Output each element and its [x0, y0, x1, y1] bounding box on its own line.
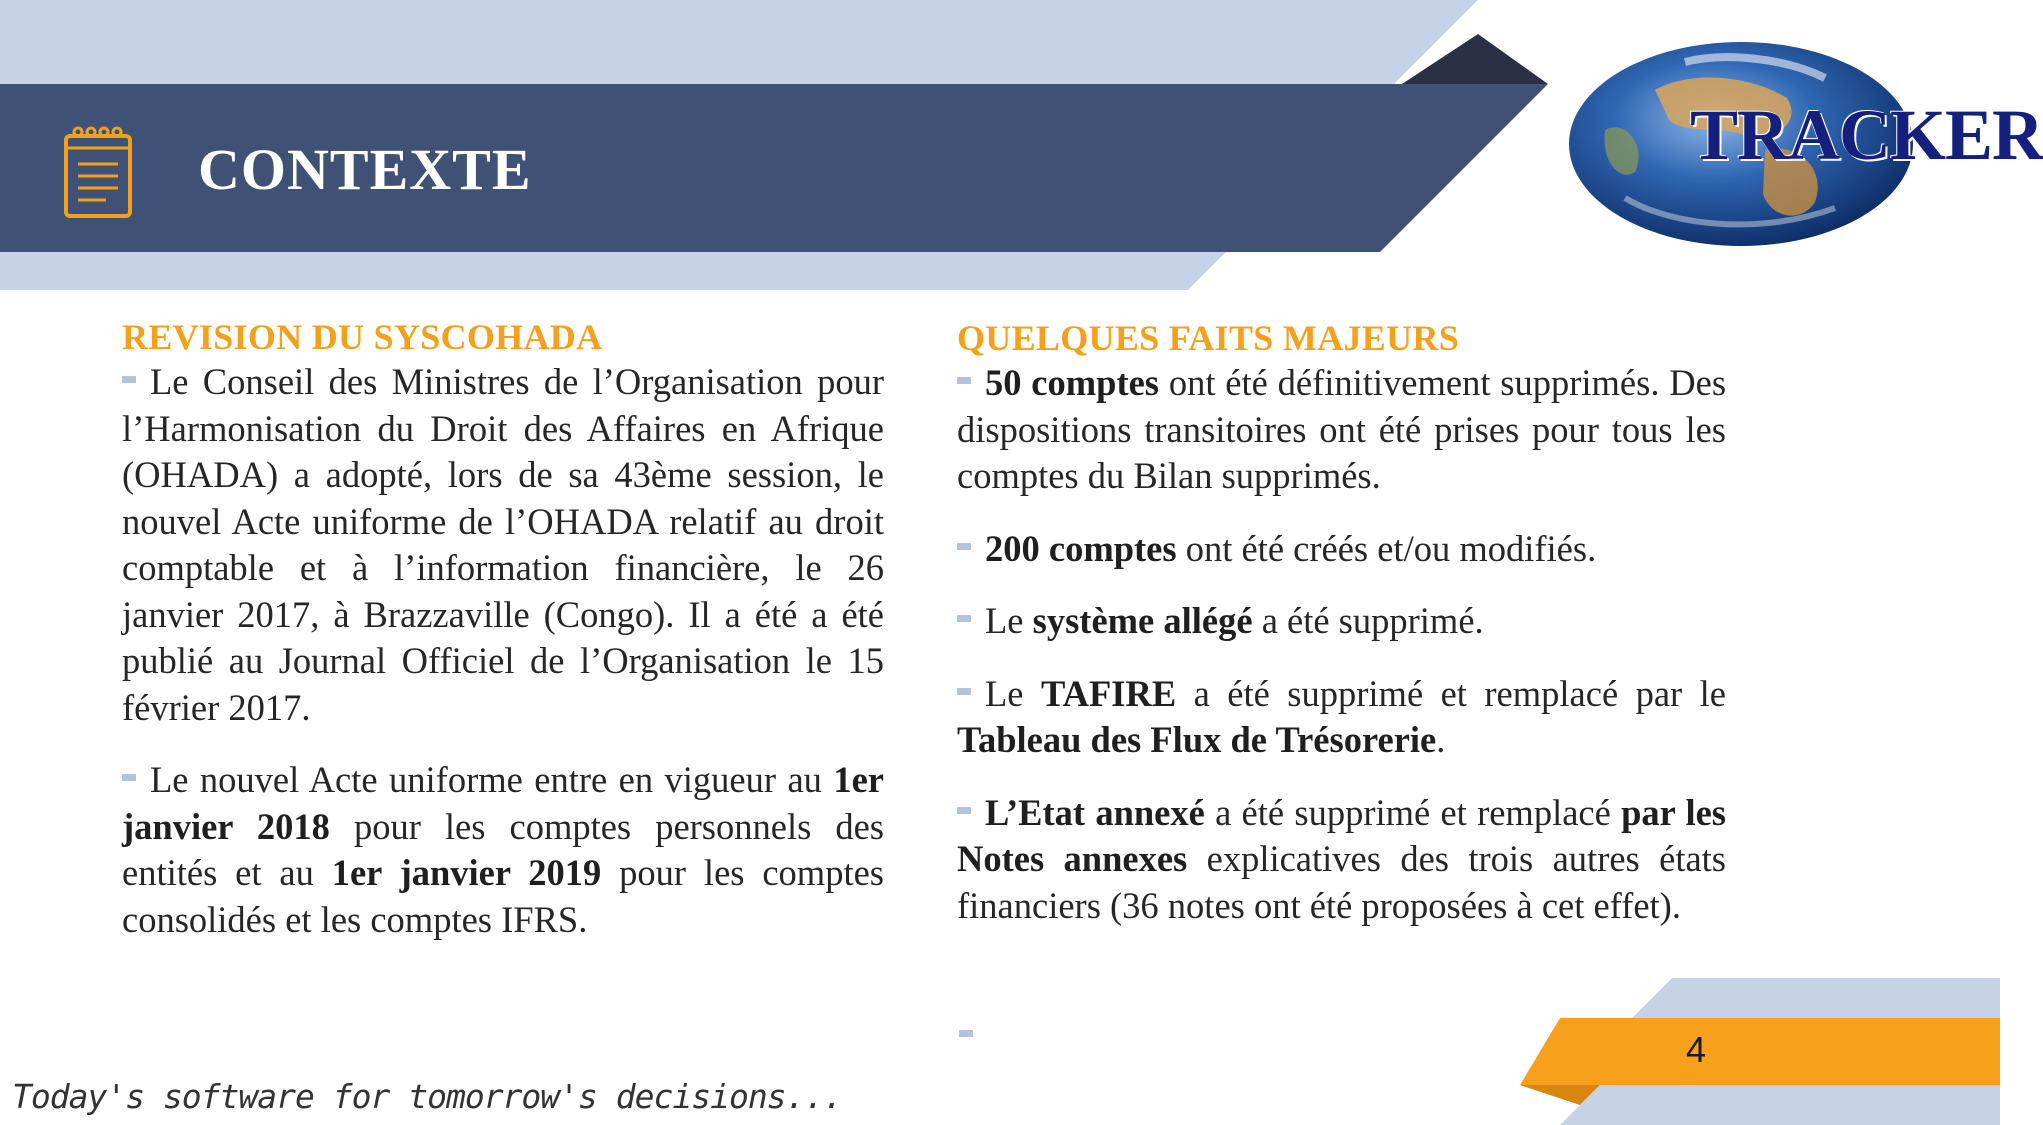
section-heading-revision: REVISION DU SYSCOHADA — [122, 317, 603, 357]
paragraph-entry-into-force — [122, 757, 884, 943]
fact-text: Le — [985, 600, 1024, 641]
right-column — [957, 316, 1726, 955]
bullet-icon — [122, 774, 136, 781]
bullet-icon — [957, 807, 971, 814]
fact-etat-annexe — [957, 790, 1726, 930]
section-heading-faits-majeurs: QUELQUES FAITS MAJEURS — [957, 318, 1460, 358]
fact-tafire — [957, 671, 1726, 764]
fact-text: a été supprimé. — [1261, 600, 1484, 641]
paragraph-ohada-adoption — [122, 359, 884, 731]
page-title: CONTEXTE — [198, 137, 532, 202]
fact-text: . — [1436, 719, 1446, 760]
fact-text: ont été créés et/ou modifiés. — [1185, 527, 1597, 569]
date-2019: 1er janvier 2019 — [331, 852, 602, 893]
page-number: 4 — [1685, 1029, 1707, 1070]
left-column — [122, 315, 884, 969]
fact-text: a été supprimé et remplacé par le — [1193, 672, 1727, 714]
fact-bold: par les Notes annexes — [957, 791, 1726, 879]
fact-systeme-allege — [957, 598, 1726, 645]
fact-text: explicatives des trois autres états financiers (36 notes ont été proposées à cet effet). — [957, 838, 1727, 926]
date-2018: 1er janvier 2018 — [122, 759, 884, 847]
fact-bold: TAFIRE — [1040, 672, 1177, 714]
bullet-icon — [957, 688, 971, 695]
paragraph-text: pour les comptes personnels des entités et au — [122, 805, 884, 893]
fact-text: ont été définitivement supprimés. Des dispositions transitoires ont été prises pour tous les comptes du Bilan supprimés. — [957, 362, 1727, 496]
fact-bold: Tableau des Flux de Trésorerie — [957, 719, 1437, 760]
paragraph-text: Le Conseil des Ministres de l’Organisation pour l’Harmonisation du Droit des Affaires en Afrique (OHADA) a adopté, lors de sa 43ème session, le nouvel Acte uniforme de l’OHADA relatif au droit comptable et à l’information financière, le 26 janvier 2017, à Brazzaville (Congo). Il a été a été publié au Journal Officiel de l’Organisation le 15 février 2017. — [122, 361, 884, 728]
fact-bold: 200 comptes — [985, 527, 1177, 569]
fact-bold: L’Etat annexé — [985, 791, 1205, 833]
fact-200-comptes — [957, 526, 1726, 573]
fact-bold: 50 comptes — [985, 362, 1160, 403]
bullet-icon — [957, 543, 971, 550]
bullet-icon — [122, 376, 136, 383]
footer-orange-band — [1520, 1018, 2000, 1085]
empty-bullet-icon — [959, 1030, 973, 1037]
logo-text: TRACKER — [1690, 95, 2043, 175]
footer-light-band-bottom — [1560, 1085, 2000, 1125]
fact-bold: système allégé — [1032, 600, 1253, 641]
bullet-icon — [957, 615, 971, 622]
footer-light-band-top — [1632, 978, 2000, 1018]
fact-text: a été supprimé et remplacé — [1215, 791, 1611, 833]
paragraph-text: Le nouvel Acte uniforme entre en vigueur au — [150, 759, 822, 800]
tagline: Today's software for tomorrow's decisions... — [12, 1077, 843, 1116]
fact-50-comptes — [957, 360, 1726, 500]
bullet-icon — [957, 377, 971, 384]
fact-text: Le — [985, 672, 1024, 714]
paragraph-text: pour les comptes consolidés et les comptes IFRS. — [122, 852, 884, 940]
notepad-icon — [62, 124, 136, 220]
